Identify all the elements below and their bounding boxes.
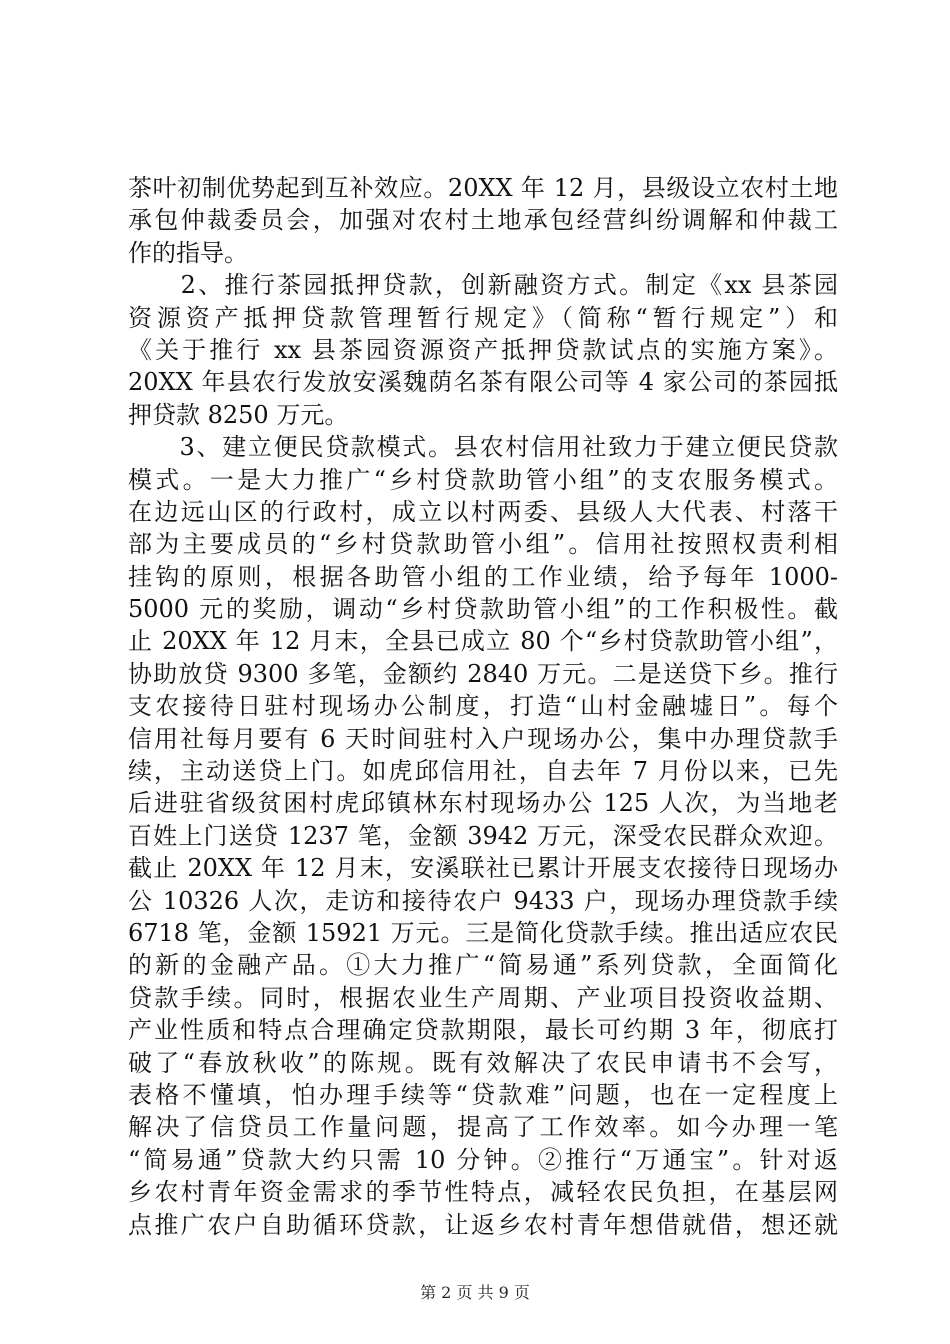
text-line: 挂钩的原则，根据各助管小组的工作业绩，给予每年 1000- [128,562,838,591]
text-line: 乡农村青年资金需求的季节性特点，减轻农民负担，在基层网 [128,1178,838,1207]
text-line: 承包仲裁委员会，加强对农村土地承包经营纠纷调解和仲裁工 [128,206,838,235]
text-line: 《关于推行 xx 县茶园资源资产抵押贷款试点的实施方案》。 [128,335,838,364]
text-line: 在边远山区的行政村，成立以村两委、县级人大代表、村落干 [128,497,838,526]
text-line: 公 10326 人次，走访和接待农户 9433 户，现场办理贷款手续 [128,886,838,915]
text-line: 3、建立便民贷款模式。县农村信用社致力于建立便民贷款 [128,433,838,462]
text-line: 信用社每月要有 6 天时间驻村入户现场办公，集中办理贷款手 [128,724,838,753]
page-number: 第 2 页 共 9 页 [420,1283,530,1302]
text-line: 20XX 年县农行发放安溪魏荫名茶有限公司等 4 家公司的茶园抵 [128,368,838,397]
text-line: 点推广农户自助循环贷款，让返乡农村青年想借就借，想还就 [128,1210,838,1239]
text-line: 押贷款 8250 万元。 [128,400,349,429]
text-line: 截止 20XX 年 12 月末，安溪联社已累计开展支农接待日现场办 [128,854,838,883]
text-line: 百姓上门送贷 1237 笔，金额 3942 万元，深受农民群众欢迎。 [128,821,838,850]
text-line: 6718 笔，金额 15921 万元。三是简化贷款手续。推出适应农民 [128,918,838,947]
text-line: 贷款手续。同时，根据农业生产周期、产业项目投资收益期、 [128,983,838,1012]
text-line: 解决了信贷员工作量问题，提高了工作效率。如今办理一笔 [128,1113,838,1142]
text-line: 产业性质和特点合理确定贷款期限，最长可约期 3 年，彻底打 [128,1016,838,1045]
text-line: 续，主动送贷上门。如虎邱信用社，自去年 7 月份以来，已先 [128,757,838,786]
text-line: 破了“春放秋收”的陈规。既有效解决了农民申请书不会写， [128,1048,838,1077]
document-body [128,172,838,1241]
text-line: 支农接待日驻村现场办公制度，打造“山村金融墟日”。每个 [128,692,838,721]
text-line: 止 20XX 年 12 月末，全县已成立 80 个“乡村贷款助管小组”， [128,627,838,656]
text-line: 模式。一是大力推广“乡村贷款助管小组”的支农服务模式。 [128,465,838,494]
text-line: 的新的金融产品。①大力推广“简易通”系列贷款，全面简化 [128,951,838,980]
text-line: 资源资产抵押贷款管理暂行规定》（简称“暂行规定”）和 [128,303,838,332]
text-line: 2、推行茶园抵押贷款，创新融资方式。制定《xx 县茶园 [128,271,838,300]
text-line: 表格不懂填，怕办理手续等“贷款难”问题，也在一定程度上 [128,1080,838,1109]
text-line: 后进驻省级贫困村虎邱镇林东村现场办公 125 人次，为当地老 [128,789,838,818]
text-line: 茶叶初制优势起到互补效应。20XX 年 12 月，县级设立农村土地 [128,174,838,202]
text-line: 协助放贷 9300 多笔，金额约 2840 万元。二是送贷下乡。推行 [128,659,838,688]
text-line: 部为主要成员的“乡村贷款助管小组”。信用社按照权责利相 [128,530,838,559]
text-line: “简易通”贷款大约只需 10 分钟。②推行“万通宝”。针对返 [128,1145,838,1174]
text-line: 5000 元的奖励，调动“乡村贷款助管小组”的工作积极性。截 [128,595,838,624]
text-line: 作的指导。 [128,238,248,267]
